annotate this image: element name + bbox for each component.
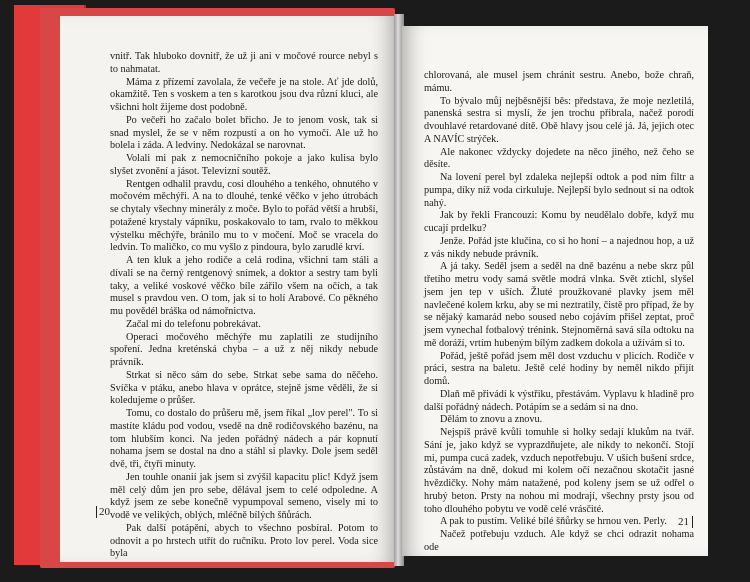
paragraph: Operaci močového měchýře mu zaplatili ze studijního spoření. Jedna kreténská chyba – a už z něj nikdy nebude právník. — [110, 331, 378, 368]
paragraph: Rentgen odhalil pravdu, cosi dlouhého a tenkého, ohnutého v močovém měchýři. A na to dlouhé, tenké věčko v jeho útrobách se chytaly všechny minerály z moče. Bylo to pořád větší a hrubší, potažené krystaly vápníku, poskakovalo to tam, rvalo to měkkou výstelku měchýře, bránilo mu to v močení. Moč se vracela do ledvin. To maličko, co mu vyšlo z pindoura, bylo zarudlé krví. — [110, 178, 378, 254]
paragraph: Jenže. Pořád jste klučina, co si ho honí – a najednou hop, a už z vás nikdy nebude právník. — [424, 235, 694, 260]
paragraph: Nejspíš právě kvůli tomuhle si holky sedají klukům na tvář. Sání je, jako když se vyprazdňujete, ale nikdy to nekončí. Stojí mi, pumpa cucá zadek, vzduch nepotřebuju. V uších bušení srdce, zůstávám na dně, dokud mi kolem očí nezačnou skotačit jasné hvězdičky. Nohy mám natažené, pod koleny jsem se už odřel o hrubý beton. Prsty na nohou mi modrají, všechny prsty jsou od toho dlouhého pobytu ve vodě celé vrásčité. — [424, 427, 694, 515]
paragraph: To bývalo můj nejběsnější běs: představa, že moje nezletilá, panenská sestra si myslí, že jen trochu přibrala, načež porodí dvouhlavé retardované dítě. Obě hlavy jsou celé já. Já, jejich otec A NAVÍC strýček. — [424, 95, 694, 145]
paragraph: Volali mi pak z nemocničního pokoje a jako kulisa bylo slyšet zvonění a jásot. Televizní soutěž. — [110, 153, 378, 177]
paragraph: Dlaň mě přivádí k výstřiku, přestávám. Vyplavu k hladině pro další pořádný nádech. Potápím se a sedám si na dno. — [424, 388, 694, 413]
paragraph: Na lovení perel byl zdaleka nejlepší odtok a pod ním filtr a pumpa, díky níž voda cirkuluje. Nejlepší bylo sednout si na odtok nahý. — [424, 172, 694, 209]
paragraph: Tomu, co dostalo do průšeru mě, jsem říkal „lov perel". To si mastíte kládu pod vodou, vsedě na dně rodičovského bazénu, na tom hlubším konci. Na jeden pořádný nádech a pár kopnutí nohama jsem se dostal na dno a stáhl si plavky. Dole jsem seděl dvě, tři, čtyři minuty. — [110, 408, 378, 470]
left-page — [60, 16, 396, 562]
paragraph: A já taky. Seděl jsem a seděl na dně bazénu a nebe skrz půl třetího metru vody samá světle modrá vlnka. Svět ztichl, slyšel jsem jen tep v uších. Žluté proužkované plavky jsem měl navlečené kolem krku, aby se mi neztratily, čistě pro případ, že by se nějaký kamarád nebo soused nebo cojávím přišel zeptat, proč jsem vynechal fotbalový trénink. Stejnoměrná savá síla odtoku na mě doráží, vrtím hubeným bílým zadkem dokola a užívám si to. — [424, 261, 694, 349]
paragraph: Začal mi do telefonu pobrekávat. — [126, 318, 261, 330]
paragraph: Po večeři ho začalo bolet břicho. Je to jenom vosk, tak si snad myslel, že se v něm rozpustí a on ho vymočí. Ale už ho bolela i záda. A ledviny. Nedokázal se narovnat. — [110, 114, 378, 152]
right-page — [402, 26, 708, 556]
paragraph: Pořád, ještě pořád jsem měl dost vzduchu v plicích. Rodiče v práci, sestra na baletu. Ještě celé hodiny by neměl nikdo přijít domů. — [424, 350, 694, 387]
page-number-right: 21 — [678, 516, 693, 528]
paragraph: Jen touhle onanií jak jsem si zvýšil kapacitu plic! Když jsem měl celý dům jen pro sebe, dělával jsem to celé odpoledne. A když jsem ze sebe konečně vypumpoval semeno, visely mi to vodě ve velikých, oblých, mléčně bílých šňůrách. — [110, 471, 378, 521]
paragraph: Jak by řekli Francouzi: Komu by neudělalo dobře, když mu cucají prdelku? — [424, 210, 694, 234]
paragraph: vnitř. Tak hluboko dovnitř, že už ji ani v močové rource nebyl s to nahmatat. — [110, 51, 378, 75]
left-page-text — [110, 51, 378, 561]
paragraph: Ale nakonec vždycky dojedete na něco jiného, než čeho se děsíte. — [424, 146, 694, 171]
paragraph: Máma z přízemí zavolala, že večeře je na stole. Ať jde dolů, okamžitě. Ten s voskem a ten s karotkou jsou dva různí kluci, ale všichni holt žijeme dost podobně. — [110, 76, 378, 113]
paragraph: chlorovaná, ale musel jsem chránit sestru. Anebo, bože chraň, mámu. — [424, 70, 694, 94]
paragraph: Dělám to znovu a znovu. — [440, 414, 543, 426]
paragraph: Strkat si něco sám do sebe. Strkat sebe sama do něčeho. Svíčka v ptáku, anebo hlava v oprátce, stejně jsme věděli, že si koledujeme o průšer. — [110, 369, 378, 407]
paragraph: A pak to pustím. Veliké bílé šňůrky se hrnou ven. Perly. — [440, 516, 667, 528]
right-page-text — [424, 70, 694, 555]
paragraph: A ten kluk a jeho rodiče a celá rodina, všichni tam stáli a dívali se na černý rentgenový snímek, a doktor a sestry tam byli taky, a veliké voskové věčko bíle zářilo všem na očích, a tak musel s pravdou ven. O tom, jak si to holí Arabové. Co pěkného mu povědél bráška od námořnictva. — [110, 255, 378, 317]
page-number-left: 20 — [96, 506, 114, 518]
paragraph: Načež potřebuju vzduch. Ale když se chci odrazit nohama ode — [424, 529, 694, 553]
paragraph: Pak další potápění, abych to všechno posbíral. Potom to odnovit a po hrstech utřít do ručníku. Proto lov perel. Voda sice byla — [110, 522, 378, 560]
